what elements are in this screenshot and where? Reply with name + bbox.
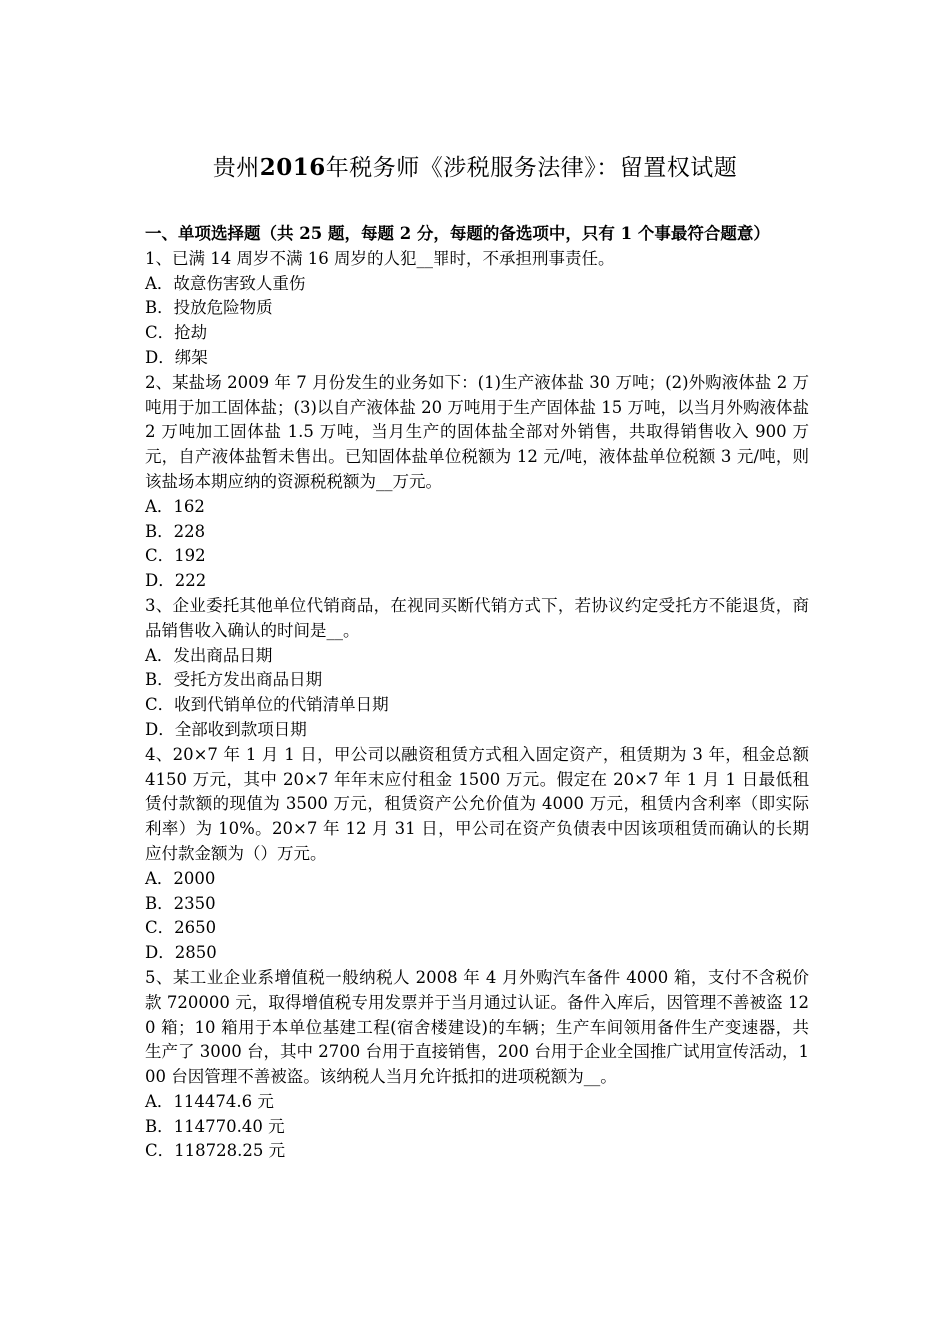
title-suffix: 年税务师《涉税服务法律》：留置权试题 [325,155,738,181]
question-5-option-c: C．118728.25 元 [145,1141,286,1161]
question-1-option-c: C．抢劫 [145,323,208,343]
question-2-option-c: C．192 [145,546,206,566]
question-1-option-b: B．投放危险物质 [145,298,273,318]
document-body [145,222,809,1164]
question-5-option-a: A．114474.6 元 [145,1091,274,1111]
title-prefix: 贵州 [212,155,260,181]
section-heading: 一、单项选择题（共 25 题，每题 2 分，每题的备选项中，只有 1 个事最符合题意） [145,224,770,243]
document-title [0,150,950,186]
question-4-text: 4、20×7 年 1 月 1 日，甲公司以融资租赁方式租入固定资产，租赁期为 3 年，租金总额 4150 万元，其中 20×7 年年末应付租金 1500 万元。假定在 20×7 年 1 月 1 日最低租赁付款额的现值为 3500 万元，租赁资产公允价值为 4000 万元，租赁内含利率（即实际利率）为 10%。20×7 年 12 月 31 日，甲公司在资产负债表中因该项租赁而确认的长期应付款金额为（）万元。 [145,744,809,863]
question-2-option-a: A．162 [145,496,205,516]
question-2-option-b: B．228 [145,521,206,541]
question-1-text: 1、已满 14 周岁不满 16 周岁的人犯__罪时，不承担刑事责任。 [145,248,615,268]
question-4-option-a: A．2000 [145,868,216,888]
question-2-option-d: D．222 [145,571,207,591]
question-3-text: 3、企业委托其他单位代销商品，在视同买断代销方式下，若协议约定受托方不能退货，商品销售收入确认的时间是__。 [145,595,809,640]
question-3-option-b: B．受托方发出商品日期 [145,670,323,690]
question-1-option-d: D．绑架 [145,347,208,367]
question-3-option-a: A．发出商品日期 [145,645,273,665]
question-5-text: 5、某工业企业系增值税一般纳税人 2008 年 4 月外购汽车备件 4000 箱，支付不含税价款 720000 元，取得增值税专用发票并于当月通过认证。备件入库后，因管理不善被盗 120 箱；10 箱用于本单位基建工程(宿舍楼建设)的车辆；生产车间领用备件生产变速器，共生产了 3000 台，其中 2700 台用于直接销售，200 台用于企业全国推广试用宣传活动，100 台因管理不善被盗。该纳税人当月允许抵扣的进项税额为__。 [145,967,809,1087]
question-5-option-b: B．114770.40 元 [145,1116,285,1136]
question-4-option-d: D．2850 [145,943,217,963]
title-year: 2016 [259,154,326,181]
question-2-text: 2、某盐场 2009 年 7 月份发生的业务如下：(1)生产液体盐 30 万吨；(2)外购液体盐 2 万吨用于加工固体盐；(3)以自产液体盐 20 万吨用于生产固体盐 15 万吨，以当月外购液体盐 2 万吨加工固体盐 1.5 万吨，当月生产的固体盐全部对外销售，共取得销售收入 900 万元，自产液体盐暂未售出。已知固体盐单位税额为 12 元/吨，液体盐单位税额 3 元/吨，则该盐场本期应纳的资源税税额为__万元。 [145,372,809,491]
question-3-option-c: C．收到代销单位的代销清单日期 [145,695,389,715]
question-3-option-d: D．全部收到款项日期 [145,719,307,739]
question-4-option-c: C．2650 [145,918,217,938]
question-4-option-b: B．2350 [145,893,216,913]
question-1-option-a: A．故意伤害致人重伤 [145,273,306,293]
